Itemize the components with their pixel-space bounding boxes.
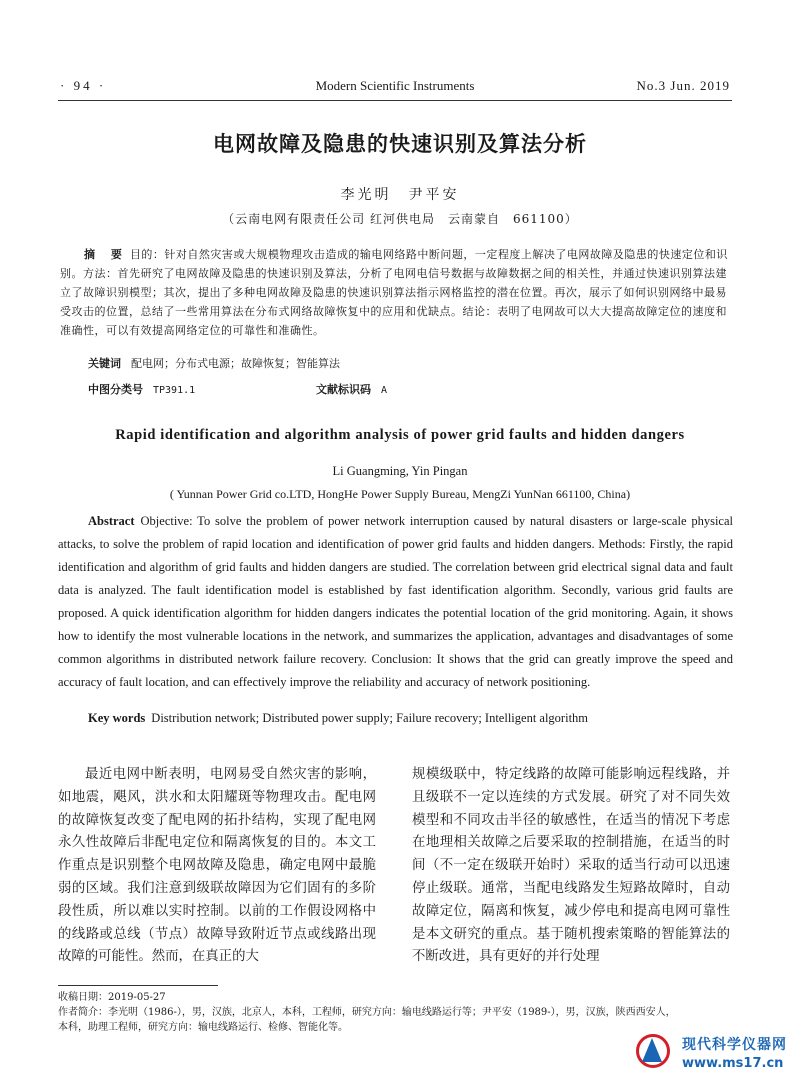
- received-date: 收稿日期：2019-05-27: [58, 992, 166, 1003]
- footnote-rule: [58, 985, 218, 986]
- english-title: Rapid identification and algorithm analysis of power grid faults and hidden dangers: [115, 427, 685, 443]
- chinese-abstract-label: 摘 要: [84, 248, 128, 261]
- classification-number: [88, 381, 195, 397]
- author-info-line-2: 本科，助理工程师，研究方向：输电线路运行、检修、智能化等。: [58, 1022, 348, 1033]
- english-abstract: [58, 510, 733, 694]
- classification-label: 中图分类号: [88, 383, 143, 396]
- issue-info: No.3 Jun. 2019: [636, 78, 730, 93]
- chinese-affiliation: （云南电网有限责任公司 红河供电局 云南蒙自 661100）: [222, 212, 578, 226]
- english-abstract-label: Abstract: [88, 514, 135, 528]
- english-affiliation: ( Yunnan Power Grid co.LTD, HongHe Power Supply Bureau, MengZi YunNan 661100, China): [169, 487, 631, 501]
- page-number: · 94 ·: [60, 78, 107, 93]
- english-keywords-label: Key words: [88, 711, 146, 725]
- footnote: [58, 990, 734, 1035]
- document-code-value: A: [381, 385, 388, 396]
- watermark-name: 现代科学仪器网: [682, 1037, 787, 1053]
- journal-name: Modern Scientific Instruments: [315, 78, 475, 93]
- author-info-line-1: 作者简介：李光明（1986-），男，汉族，北京人，本科，工程师，研究方向：输电线路运行等；尹平安（1989-），男，汉族，陕西西安人，: [58, 1007, 676, 1018]
- body-left-column: 最近电网中断表明，电网易受自然灾害的影响，如地震，飓风，洪水和太阳耀斑等物理攻击。配电网的故障恢复改变了配电网的拓扑结构，实现了配电网永久性故障后非配电定位和隔离恢复的目的。本文工作重点是识别整个电网故障及隐患，确定电网中最脆弱的区域。我们注意到级联故障因为它们固有的多阶段性质，所以难以实时控制。以前的工作假设网格中的线路或总线（节点）故障导致附近节点或线路出现故障的可能性。然而，在真正的大: [58, 767, 376, 965]
- classification-value: TP391.1: [153, 385, 196, 396]
- logo-triangle-icon: [642, 1038, 662, 1062]
- body-right-column: 规模级联中，特定线路的故障可能影响远程线路，并且级联不一定以连续的方式发展。研究了对不同失效模型和不同攻击半径的敏感性，在适当的情况下考虑在地理相关故障之后要采取的控制措施，在适当的时间（不一定在级联开始时）采取的适当行动可以迅速停止级联。通常，当配电线路发生短路故障时，自动故障定位，隔离和恢复，减少停电和提高电网可靠性是本文研究的重点。基于随机搜索策略的智能算法的不断改进，具有更好的并行处理: [412, 767, 730, 965]
- chinese-keywords-label: 关键词: [88, 357, 121, 370]
- document-code: [316, 381, 387, 397]
- watermark-url: www.ms17.cn: [682, 1056, 784, 1071]
- chinese-abstract: [60, 245, 732, 340]
- english-authors: Li Guangming, Yin Pingan: [332, 464, 468, 478]
- english-keywords-text: Distribution network; Distributed power supply; Failure recovery; Intelligent algorithm: [151, 711, 589, 725]
- chinese-abstract-text: 目的：针对自然灾害或大规模物理攻击造成的输电网络路中断问题，一定程度上解决了电网故障及隐患的快速定位和识别。方法：首先研究了电网故障及隐患的快速识别及算法，分析了电网电信号数据与故障数据之间的相关性，并通过快速识别算法建立了故障识别模型；其次，提出了多种电网故障及隐患的快速识别算法指示网格监控的潜在位置。再次，展示了如何识别网络中最易受攻击的位置，总结了一些常用算法在分布式网络故障恢复中的应用和优缺点。结论：表明了电网故可以大大提高故障定位的速度和准确性，可以有效提高网络定位的可靠性和准确性。: [60, 248, 728, 337]
- document-code-label: 文献标识码: [316, 383, 371, 396]
- chinese-keywords: [88, 355, 340, 371]
- chinese-authors: 李光明 尹平安: [340, 187, 460, 203]
- chinese-title: 电网故障及隐患的快速识别及算法分析: [213, 131, 587, 156]
- english-keywords: [88, 711, 588, 726]
- english-abstract-text: Objective: To solve the problem of power network interruption caused by natural disasters or large-scale physical attacks, to solve the problem of rapid location and identification of power grid faults and hidden dangers. Methods: Firstly, the rapid identification and algorithm of grid faults and hidden dangers are studied. The correlation between grid electrical signal data and fault data is analyzed. The fault identification model is established by fast identification algorithm. Secondly, various grid faults are proposed. A quick identification algorithm for hidden dangers indicates the potential location of the grid monitoring. Again, it shows how to identify the most vulnerable locations in the network, and summarizes the application, advantages and disadvantages of some common algorithms in distributed network failure recovery. Conclusion: It shows that the grid can greatly improve the speed and accuracy of fault location, and can effectively improve the reliability and accuracy of network positioning.: [58, 514, 733, 689]
- header-rule: [58, 100, 732, 101]
- chinese-keywords-text: 配电网；分布式电源；故障恢复；智能算法: [131, 357, 340, 370]
- watermark-logo: [612, 1030, 792, 1082]
